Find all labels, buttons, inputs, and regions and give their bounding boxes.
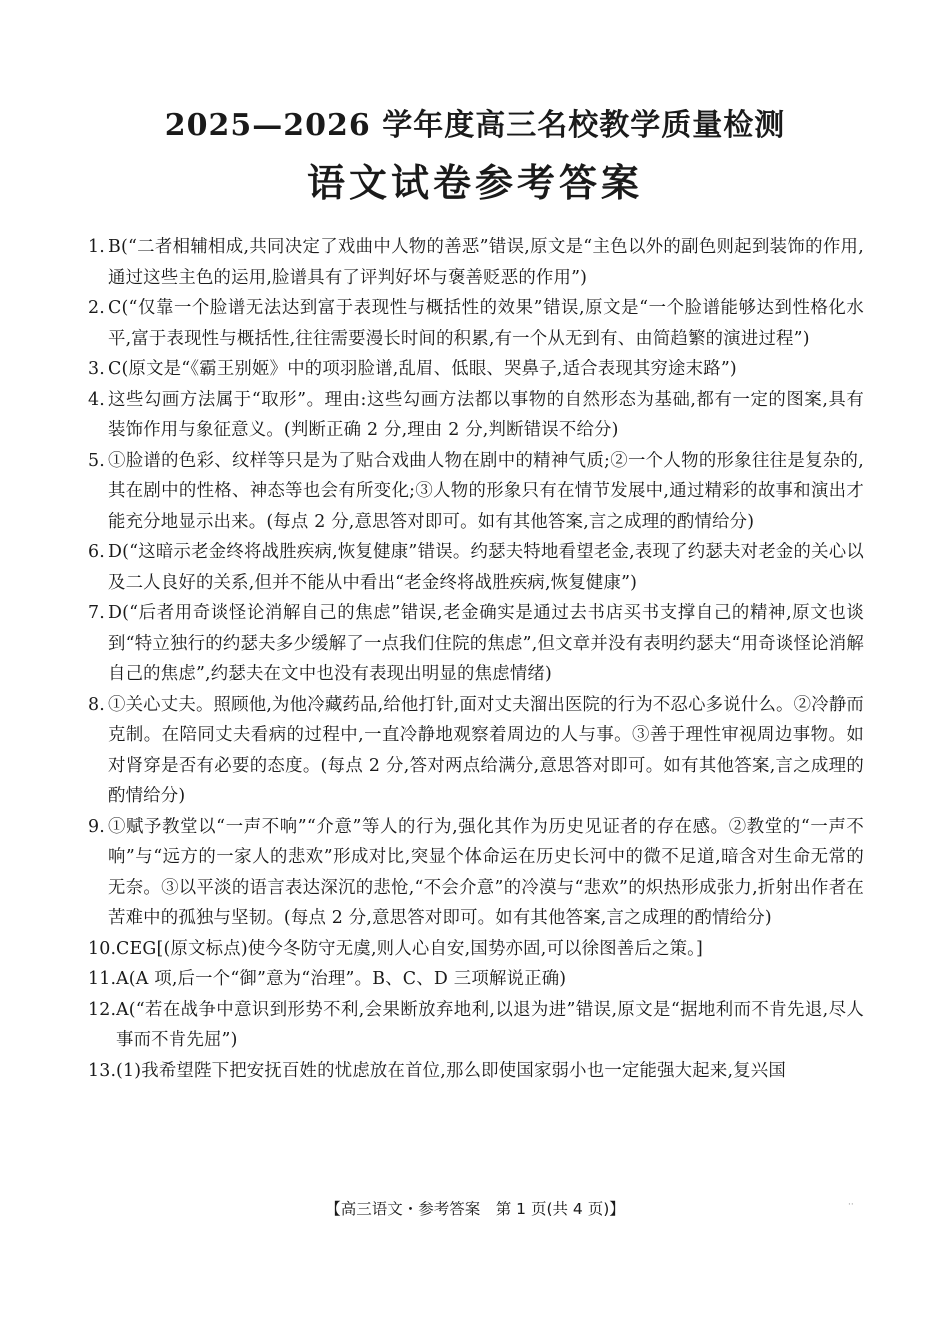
answer-item-9 [88,812,864,934]
answer-item-7 [88,598,864,690]
answer-text: ①赋予教堂以“一声不响”“介意”等人的行为,强化其作为历史见证者的存在感。②教堂的“一声不响”与“远方的一家人的悲欢”形成对比,突显个体命运在历史长河中的微不足道,暗含对生命无常的无奈。③以平淡的语言表达深沉的悲怆,“不会介意”的冷漠与“悲欢”的炽热形成张力,折射出作者在苦难中的孤独与坚韧。(每点 2 分,意思答对即可。如有其他答案,言之成理的酌情给分) [108,816,864,928]
answer-number: 13. [88,1060,117,1081]
page-footer: 【高三语文・参考答案 第 1 页(共 4 页)】 [325,1200,625,1218]
answer-number: 2. [88,298,105,318]
answer-text: 这些勾画方法属于“取形”。理由:这些勾画方法都以事物的自然形态为基础,都有一定的图案,具有装饰作用与象征意义。(判断正确 2 分,理由 2 分,判断错误不给分) [108,389,864,440]
answer-number: 1. [88,237,105,257]
answer-text: D(“这暗示老金终将战胜疾病,恢复健康”错误。约瑟夫特地看望老金,表现了约瑟夫对老金的关心以及二人良好的关系,但并不能从中看出“老金终将战胜疾病,恢复健康”) [108,542,864,593]
answer-item-1 [88,232,864,293]
corner-mark: ·· [848,1200,854,1210]
answer-number: 11. [88,969,117,989]
answer-number: 4. [88,389,105,410]
answer-item-11 [88,964,864,995]
answer-text: C(“仅靠一个脸谱无法达到富于表现性与概括性的效果”错误,原文是“一个脸谱能够达到性格化水平,富于表现性与概括性,往往需要漫长时间的积累,有一个从无到有、由简趋繁的演进过程”) [108,298,864,349]
answer-item-3 [88,354,864,385]
answer-item-4 [88,385,864,446]
answer-item-8 [88,690,864,812]
answer-text: ①关心丈夫。照顾他,为他冷藏药品,给他打针,面对丈夫溜出医院的行为不忍心多说什么。②冷静而克制。在陪同丈夫看病的过程中,一直冷静地观察着周边的人与事。③善于理性审视周边事物。如对肾穿是否有必要的态度。(每点 2 分,答对两点给满分,意思答对即可。如有其他答案,言之成理的酌情给分) [108,694,864,806]
answer-number: 9. [88,816,105,837]
answer-text: (1)我希望陛下把安抚百姓的忧虑放在首位,那么即使国家弱小也一定能强大起来,复兴国 [116,1060,786,1081]
answer-text: CEG[(原文标点)使今冬防守无虞,则人心自安,国势亦固,可以徐图善后之策。] [116,938,704,959]
answer-item-2 [88,293,864,354]
answer-key-title: 语文试卷参考答案 [306,161,643,205]
answer-text: ①脸谱的色彩、纹样等只是为了贴合戏曲人物在剧中的精神气质;②一个人物的形象往往是复杂的,其在剧中的性格、神态等也会有所变化;③人物的形象只有在情节发展中,通过精彩的故事和演出才能充分地显示出来。(每点 2 分,意思答对即可。如有其他答案,言之成理的酌情给分) [108,450,864,532]
answer-item-10 [88,934,864,965]
answer-text: A(“若在战争中意识到形势不利,会果断放弃地利,以退为进”错误,原文是“据地利而不肯先退,尽人事而不肯先屈”) [116,999,864,1050]
answer-item-12 [88,995,864,1056]
answer-number: 8. [88,694,105,715]
answer-number: 3. [88,359,105,379]
answer-text: A(A 项,后一个“御”意为“治理”。B、C、D 三项解说正确) [116,969,567,989]
answer-number: 12. [88,999,117,1020]
answer-list [88,232,864,1086]
answer-text: C(原文是“《霸王别姬》中的项羽脸谱,乱眉、低眼、哭鼻子,适合表现其穷途末路”) [108,359,737,379]
answer-item-13 [88,1056,864,1087]
answer-number: 7. [88,603,105,623]
answer-number: 6. [88,542,105,562]
answer-item-6 [88,537,864,598]
answer-text: B(“二者相辅相成,共同决定了戏曲中人物的善恶”错误,原文是“主色以外的副色则起到装饰的作用,通过这些主色的运用,脸谱具有了评判好坏与褒善贬恶的作用”) [108,237,864,288]
answer-number: 10. [88,938,117,959]
answer-item-5 [88,446,864,538]
answer-text: D(“后者用奇谈怪论消解自己的焦虑”错误,老金确实是通过去书店买书支撑自己的精神,原文也谈到“特立独行的约瑟夫多少缓解了一点我们住院的焦虑”,但文章并没有表明约瑟夫“用奇谈怪论消解自己的焦虑”,约瑟夫在文中也没有表现出明显的焦虑情绪) [108,603,864,684]
answer-number: 5. [88,450,105,471]
exam-title: 2025—2026 学年度高三名校教学质量检测 [164,108,786,143]
